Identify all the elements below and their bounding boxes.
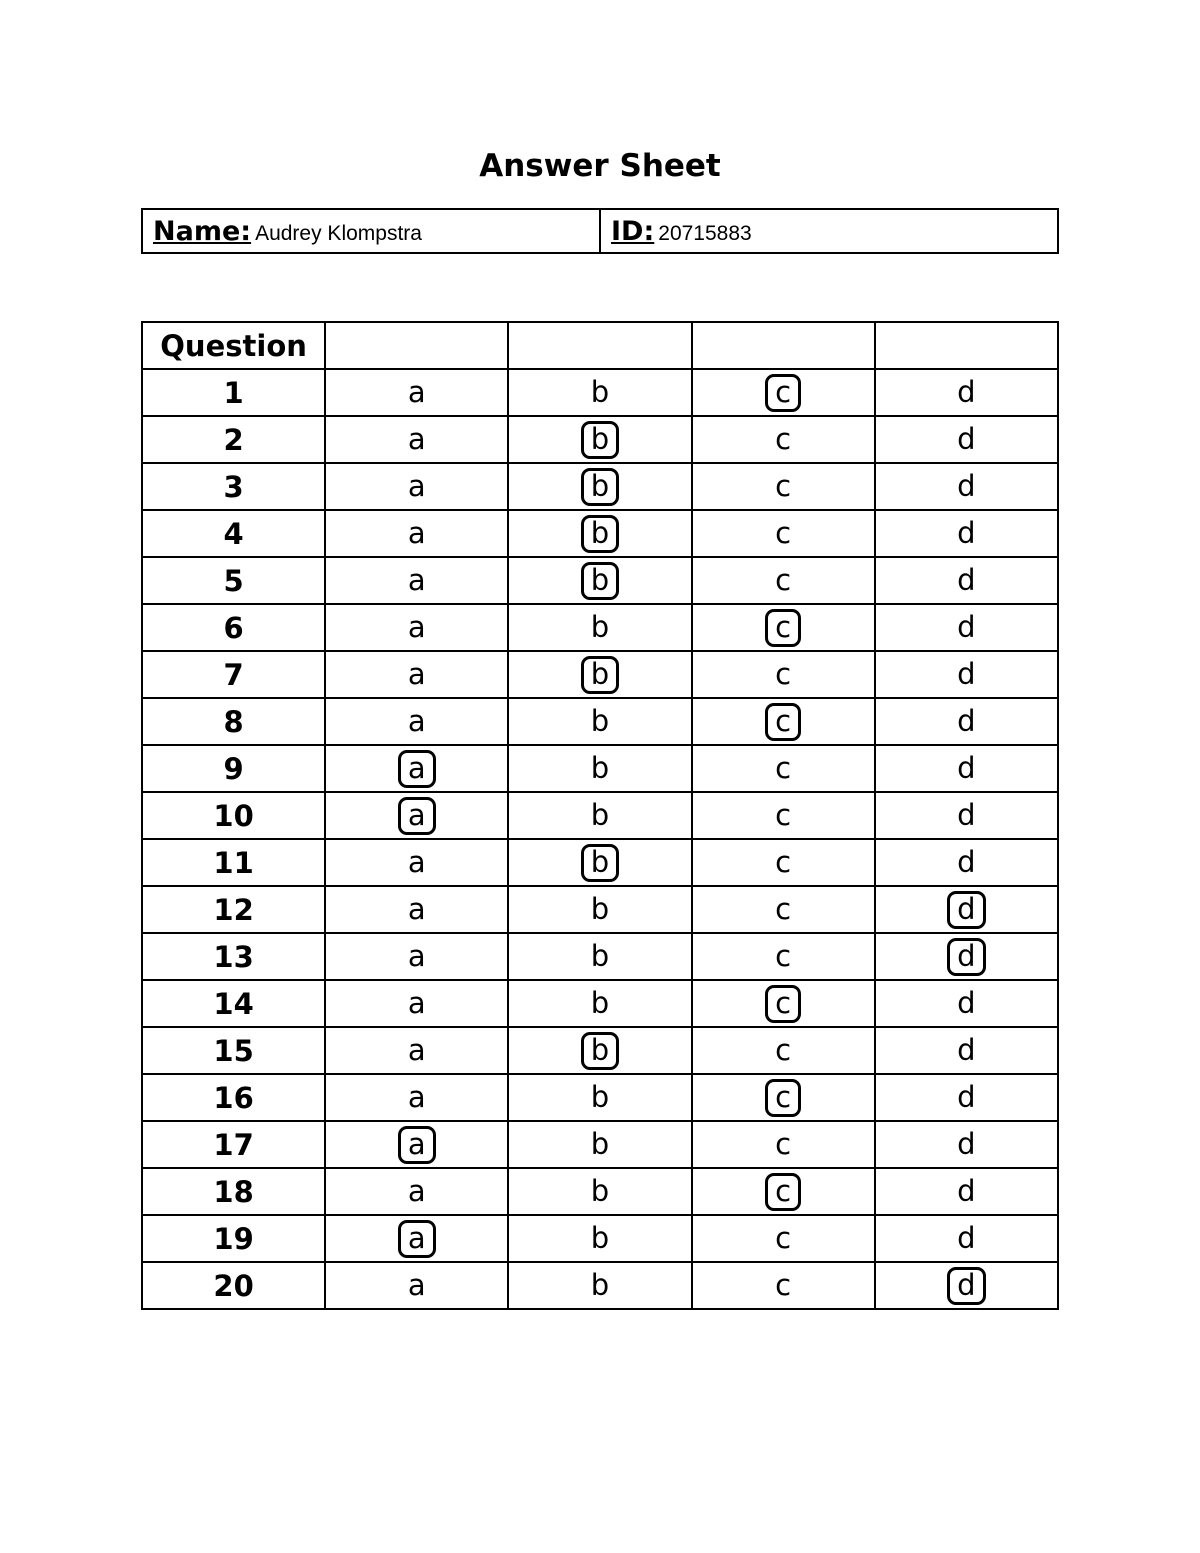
answer-option[interactable]: b: [590, 750, 610, 785]
answer-option[interactable]: c: [775, 797, 792, 832]
table-row: [142, 1074, 1058, 1121]
answer-option-cell[interactable]: [325, 510, 508, 557]
answer-option[interactable]: d: [957, 797, 976, 832]
answer-option[interactable]: b: [590, 1079, 610, 1114]
answer-option-cell[interactable]: [508, 651, 691, 698]
answer-option-cell[interactable]: [325, 886, 508, 933]
answer-option-cell[interactable]: [508, 1262, 691, 1309]
option-header-cell: [692, 322, 875, 369]
answer-option[interactable]: b: [590, 1173, 610, 1208]
answer-option-cell[interactable]: [692, 1168, 875, 1215]
question-header: Question: [142, 322, 325, 369]
answer-option[interactable]: d: [957, 844, 976, 879]
option-header-cell: [875, 322, 1058, 369]
answer-option-cell[interactable]: [325, 745, 508, 792]
answer-option-cell[interactable]: [508, 839, 691, 886]
answer-option-cell[interactable]: [325, 1027, 508, 1074]
table-row: [142, 1262, 1058, 1309]
id-label: ID:: [611, 215, 655, 247]
answer-option-cell[interactable]: [692, 1215, 875, 1262]
answer-option-cell[interactable]: [325, 416, 508, 463]
answer-option-cell[interactable]: [325, 557, 508, 604]
table-row: [142, 886, 1058, 933]
answer-option[interactable]: a: [407, 703, 426, 738]
answer-option[interactable]: a: [407, 1032, 426, 1067]
question-number: 10: [142, 792, 325, 839]
answer-option[interactable]: b: [590, 374, 610, 409]
table-row: [142, 416, 1058, 463]
answer-option-cell[interactable]: [508, 698, 691, 745]
answer-option-cell[interactable]: [875, 651, 1058, 698]
answer-option[interactable]: c: [775, 656, 792, 691]
answer-option-cell[interactable]: [875, 463, 1058, 510]
question-number: 5: [142, 557, 325, 604]
answer-option[interactable]: c: [775, 844, 792, 879]
answer-option[interactable]: a: [407, 656, 426, 691]
answer-option-cell[interactable]: [325, 1074, 508, 1121]
answer-option-cell[interactable]: [692, 792, 875, 839]
answer-option-selected[interactable]: d: [947, 891, 985, 929]
answer-option-cell[interactable]: [325, 980, 508, 1027]
answer-option-selected[interactable]: c: [765, 1079, 801, 1117]
answer-option-cell[interactable]: [508, 1074, 691, 1121]
question-number: 1: [142, 369, 325, 416]
answer-option-cell[interactable]: [692, 651, 875, 698]
answer-option-cell[interactable]: [508, 416, 691, 463]
id-cell: [600, 209, 1058, 253]
answer-option[interactable]: b: [590, 891, 610, 926]
answer-option[interactable]: c: [775, 1126, 792, 1161]
answer-option-cell[interactable]: [692, 1262, 875, 1309]
question-number: 7: [142, 651, 325, 698]
answer-option-cell[interactable]: [325, 839, 508, 886]
answer-option[interactable]: a: [407, 938, 426, 973]
answer-option-cell[interactable]: [508, 369, 691, 416]
answer-option-cell[interactable]: [508, 463, 691, 510]
question-number: 13: [142, 933, 325, 980]
answer-option-cell[interactable]: [325, 463, 508, 510]
answer-option[interactable]: d: [957, 1126, 976, 1161]
answer-option[interactable]: b: [590, 703, 610, 738]
answer-option-selected[interactable]: d: [947, 1267, 985, 1305]
answer-option[interactable]: a: [407, 374, 426, 409]
question-number: 4: [142, 510, 325, 557]
answer-option[interactable]: c: [775, 562, 792, 597]
answer-option-cell[interactable]: [508, 933, 691, 980]
answer-option[interactable]: a: [407, 421, 426, 456]
answer-table: [141, 321, 1059, 1310]
question-number: 6: [142, 604, 325, 651]
page-title: Answer Sheet: [479, 148, 721, 184]
table-row: [142, 463, 1058, 510]
answer-option-cell[interactable]: [692, 980, 875, 1027]
answer-option-cell[interactable]: [325, 698, 508, 745]
answer-option-selected[interactable]: c: [765, 609, 801, 647]
answer-option-cell[interactable]: [692, 1121, 875, 1168]
answer-option[interactable]: c: [775, 750, 792, 785]
table-row: [142, 557, 1058, 604]
answer-option-cell[interactable]: [508, 510, 691, 557]
answer-option-selected[interactable]: a: [398, 797, 436, 835]
answer-option-cell[interactable]: [875, 933, 1058, 980]
answer-option[interactable]: a: [407, 468, 426, 503]
answer-option-cell[interactable]: [692, 839, 875, 886]
answer-option-selected[interactable]: c: [765, 985, 801, 1023]
answer-option-cell[interactable]: [325, 369, 508, 416]
question-number: 9: [142, 745, 325, 792]
answer-option[interactable]: a: [407, 562, 426, 597]
answer-option-cell[interactable]: [325, 792, 508, 839]
question-number: 20: [142, 1262, 325, 1309]
answer-option-cell[interactable]: [325, 933, 508, 980]
answer-option-cell[interactable]: [508, 1121, 691, 1168]
table-header-row: [142, 322, 1058, 369]
answer-option[interactable]: c: [775, 421, 792, 456]
answer-option[interactable]: c: [775, 468, 792, 503]
answer-option-selected[interactable]: b: [581, 421, 619, 459]
name-cell: [142, 209, 600, 253]
answer-option[interactable]: c: [775, 1220, 792, 1255]
answer-option[interactable]: b: [590, 1267, 610, 1302]
answer-option-cell[interactable]: [692, 698, 875, 745]
answer-option[interactable]: d: [957, 750, 976, 785]
answer-option[interactable]: c: [775, 1032, 792, 1067]
answer-option-cell[interactable]: [875, 698, 1058, 745]
question-number: 12: [142, 886, 325, 933]
answer-option-cell[interactable]: [875, 1262, 1058, 1309]
answer-option-cell[interactable]: [692, 604, 875, 651]
answer-option-cell[interactable]: [692, 463, 875, 510]
table-row: [142, 698, 1058, 745]
answer-option-cell[interactable]: [325, 1121, 508, 1168]
table-row: [142, 933, 1058, 980]
answer-option-cell[interactable]: [875, 604, 1058, 651]
answer-option[interactable]: b: [590, 1126, 610, 1161]
answer-option[interactable]: a: [407, 985, 426, 1020]
answer-option[interactable]: a: [407, 1079, 426, 1114]
answer-option[interactable]: d: [957, 985, 976, 1020]
answer-option-cell[interactable]: [875, 1215, 1058, 1262]
table-row: [142, 369, 1058, 416]
answer-option-cell[interactable]: [875, 886, 1058, 933]
answer-option-cell[interactable]: [508, 980, 691, 1027]
answer-option[interactable]: b: [590, 938, 610, 973]
question-number: 3: [142, 463, 325, 510]
question-number: 8: [142, 698, 325, 745]
answer-option-cell[interactable]: [875, 1027, 1058, 1074]
name-label: Name:: [153, 215, 252, 247]
answer-option-cell[interactable]: [692, 510, 875, 557]
student-info: [141, 208, 1059, 254]
option-header-cell: [508, 322, 691, 369]
answer-option-selected[interactable]: d: [947, 938, 985, 976]
answer-option-cell[interactable]: [692, 1027, 875, 1074]
answer-option[interactable]: d: [957, 374, 976, 409]
answer-option-selected[interactable]: c: [765, 374, 801, 412]
answer-option[interactable]: a: [407, 891, 426, 926]
answer-option[interactable]: a: [407, 1173, 426, 1208]
question-number: 15: [142, 1027, 325, 1074]
answer-option[interactable]: d: [957, 1032, 976, 1067]
answer-option[interactable]: d: [957, 1220, 976, 1255]
name-value: Audrey Klompstra: [255, 221, 422, 245]
answer-option-cell[interactable]: [508, 792, 691, 839]
answer-option-selected[interactable]: a: [398, 1126, 436, 1164]
answer-option-cell[interactable]: [875, 745, 1058, 792]
table-row: [142, 651, 1058, 698]
table-row: [142, 1168, 1058, 1215]
answer-option[interactable]: c: [775, 891, 792, 926]
answer-option-selected[interactable]: c: [765, 1173, 801, 1211]
answer-option-cell[interactable]: [508, 1168, 691, 1215]
answer-option[interactable]: d: [957, 515, 976, 550]
answer-option[interactable]: d: [957, 1173, 976, 1208]
table-row: [142, 510, 1058, 557]
answer-option-cell[interactable]: [875, 1121, 1058, 1168]
answer-option[interactable]: d: [957, 468, 976, 503]
table-row: [142, 604, 1058, 651]
answer-option-cell[interactable]: [325, 604, 508, 651]
table-row: [142, 1121, 1058, 1168]
answer-option-cell[interactable]: [875, 839, 1058, 886]
answer-option-cell[interactable]: [875, 416, 1058, 463]
answer-option-cell[interactable]: [875, 1074, 1058, 1121]
question-number: 19: [142, 1215, 325, 1262]
answer-option-cell[interactable]: [508, 604, 691, 651]
answer-option[interactable]: c: [775, 1267, 792, 1302]
answer-option-cell[interactable]: [692, 369, 875, 416]
answer-option-cell[interactable]: [692, 886, 875, 933]
table-row: [142, 839, 1058, 886]
answer-option-selected[interactable]: b: [581, 1032, 619, 1070]
table-row: [142, 792, 1058, 839]
table-row: [142, 980, 1058, 1027]
answer-option-cell[interactable]: [692, 557, 875, 604]
answer-option[interactable]: d: [957, 609, 976, 644]
answer-option[interactable]: b: [590, 609, 610, 644]
answer-option-selected[interactable]: a: [398, 1220, 436, 1258]
id-value: 20715883: [658, 221, 752, 245]
answer-option-cell[interactable]: [325, 1168, 508, 1215]
question-number: 11: [142, 839, 325, 886]
question-number: 2: [142, 416, 325, 463]
answer-option-cell[interactable]: [508, 1027, 691, 1074]
answer-option[interactable]: a: [407, 844, 426, 879]
answer-option-selected[interactable]: a: [398, 750, 436, 788]
answer-option-selected[interactable]: b: [581, 468, 619, 506]
answer-option[interactable]: b: [590, 797, 610, 832]
table-row: [142, 1215, 1058, 1262]
answer-option[interactable]: c: [775, 938, 792, 973]
answer-option-cell[interactable]: [508, 886, 691, 933]
answer-option[interactable]: b: [590, 1220, 610, 1255]
answer-option[interactable]: a: [407, 609, 426, 644]
answer-option[interactable]: d: [957, 421, 976, 456]
question-number: 18: [142, 1168, 325, 1215]
answer-option-cell[interactable]: [325, 1262, 508, 1309]
answer-option-selected[interactable]: b: [581, 515, 619, 553]
answer-option-cell[interactable]: [508, 557, 691, 604]
answer-option[interactable]: d: [957, 1079, 976, 1114]
answer-option-cell[interactable]: [508, 1215, 691, 1262]
answer-option-selected[interactable]: b: [581, 562, 619, 600]
answer-option-cell[interactable]: [692, 745, 875, 792]
question-number: 17: [142, 1121, 325, 1168]
answer-option[interactable]: a: [407, 1267, 426, 1302]
answer-option-cell[interactable]: [875, 1168, 1058, 1215]
answer-option-selected[interactable]: b: [581, 844, 619, 882]
answer-option-cell[interactable]: [875, 792, 1058, 839]
question-number: 14: [142, 980, 325, 1027]
answer-option-cell[interactable]: [325, 651, 508, 698]
table-row: [142, 1027, 1058, 1074]
answer-option-cell[interactable]: [875, 980, 1058, 1027]
answer-option-cell[interactable]: [692, 416, 875, 463]
answer-option-selected[interactable]: b: [581, 656, 619, 694]
answer-option[interactable]: d: [957, 656, 976, 691]
answer-option[interactable]: a: [407, 515, 426, 550]
answer-option-cell[interactable]: [325, 1215, 508, 1262]
answer-option-cell[interactable]: [692, 933, 875, 980]
answer-option-cell[interactable]: [508, 745, 691, 792]
answer-option-cell[interactable]: [875, 557, 1058, 604]
answer-option[interactable]: c: [775, 515, 792, 550]
answer-option[interactable]: b: [590, 985, 610, 1020]
answer-option-cell[interactable]: [875, 510, 1058, 557]
answer-option-cell[interactable]: [692, 1074, 875, 1121]
answer-option[interactable]: d: [957, 562, 976, 597]
question-number: 16: [142, 1074, 325, 1121]
option-header-cell: [325, 322, 508, 369]
answer-option-cell[interactable]: [875, 369, 1058, 416]
answer-option[interactable]: d: [957, 703, 976, 738]
answer-option-selected[interactable]: c: [765, 703, 801, 741]
table-row: [142, 745, 1058, 792]
